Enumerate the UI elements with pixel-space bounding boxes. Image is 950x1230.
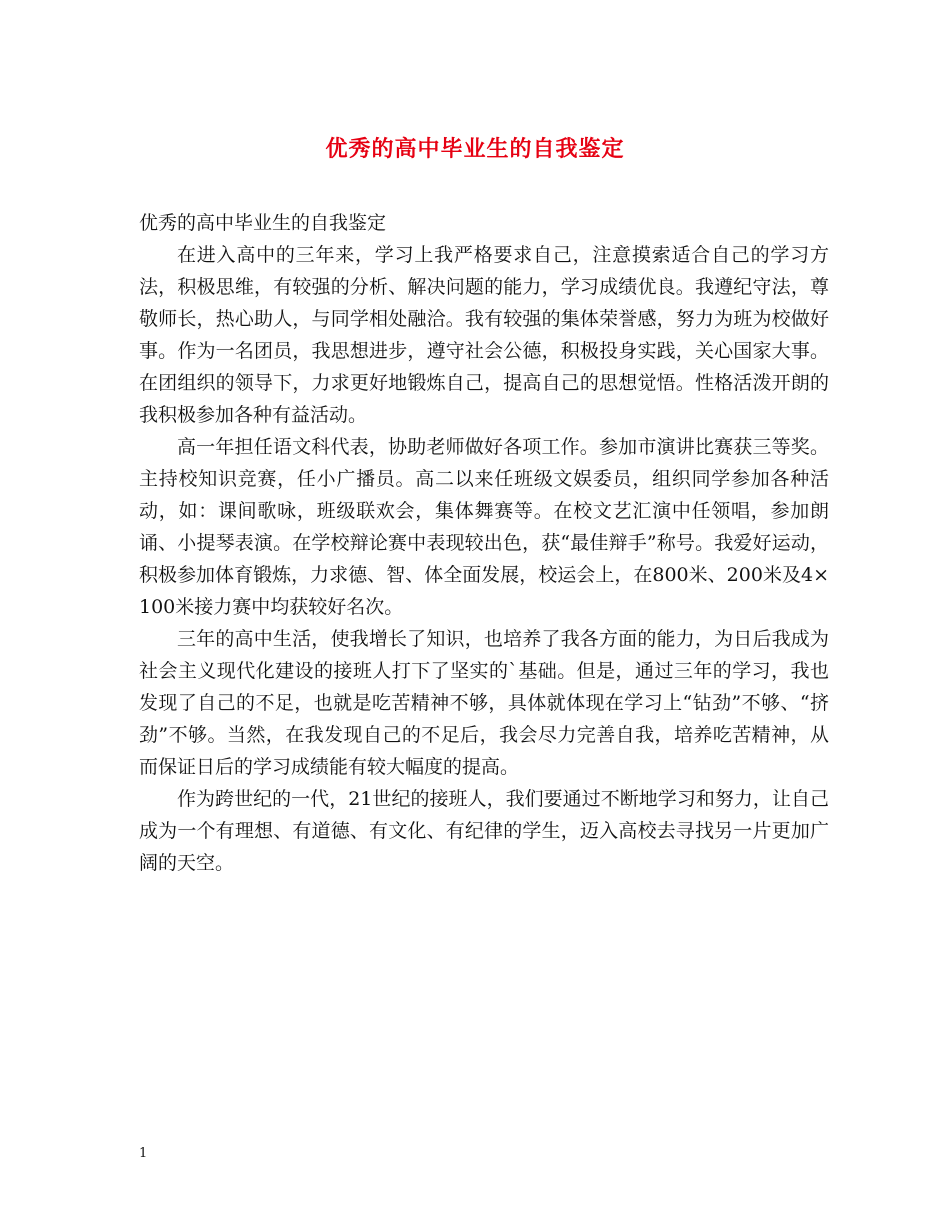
document-body — [139, 207, 829, 879]
paragraph-2: 高一年担任语文科代表，协助老师做好各项工作。参加市演讲比赛获三等奖。主持校知识竞赛，任小广播员。高二以来任班级文娱委员，组织同学参加各种活动，如：课间歌咏，班级联欢会，集体舞赛等。在校文艺汇演中任领唱，参加朗诵、小提琴表演。在学校辩论赛中表现较出色，获“最佳辩手”称号。我爱好运动，积极参加体育锻炼，力求德、智、体全面发展，校运会上，在800米、200米及4×100米接力赛中均获较好名次。 — [139, 436, 829, 618]
document-title: 优秀的高中毕业生的自我鉴定 — [325, 136, 625, 162]
page-number: 1 — [139, 1146, 148, 1161]
paragraph-3: 三年的高中生活，使我增长了知识，也培养了我各方面的能力，为日后我成为社会主义现代化建设的接班人打下了坚实的`基础。但是，通过三年的学习，我也发现了自己的不足，也就是吃苦精神不够，具体就体现在学习上“钻劲”不够、“挤劲”不够。当然，在我发现自己的不足后，我会尽力完善自我，培养吃苦精神，从而保证日后的学习成绩能有较大幅度的提高。 — [139, 628, 829, 778]
document-subtitle: 优秀的高中毕业生的自我鉴定 — [139, 212, 387, 234]
paragraph-4: 作为跨世纪的一代，21世纪的接班人，我们要通过不断地学习和努力，让自己成为一个有理想、有道德、有文化、有纪律的学生，迈入高校去寻找另一片更加广阔的天空。 — [139, 788, 829, 874]
paragraph-1: 在进入高中的三年来，学习上我严格要求自己，注意摸索适合自己的学习方法，积极思维，有较强的分析、解决问题的能力，学习成绩优良。我遵纪守法，尊敬师长，热心助人，与同学相处融洽。我有较强的集体荣誉感，努力为班为校做好事。作为一名团员，我思想进步，遵守社会公德，积极投身实践，关心国家大事。在团组织的领导下，力求更好地锻炼自己，提高自己的思想觉悟。性格活泼开朗的我积极参加各种有益活动。 — [139, 244, 829, 426]
